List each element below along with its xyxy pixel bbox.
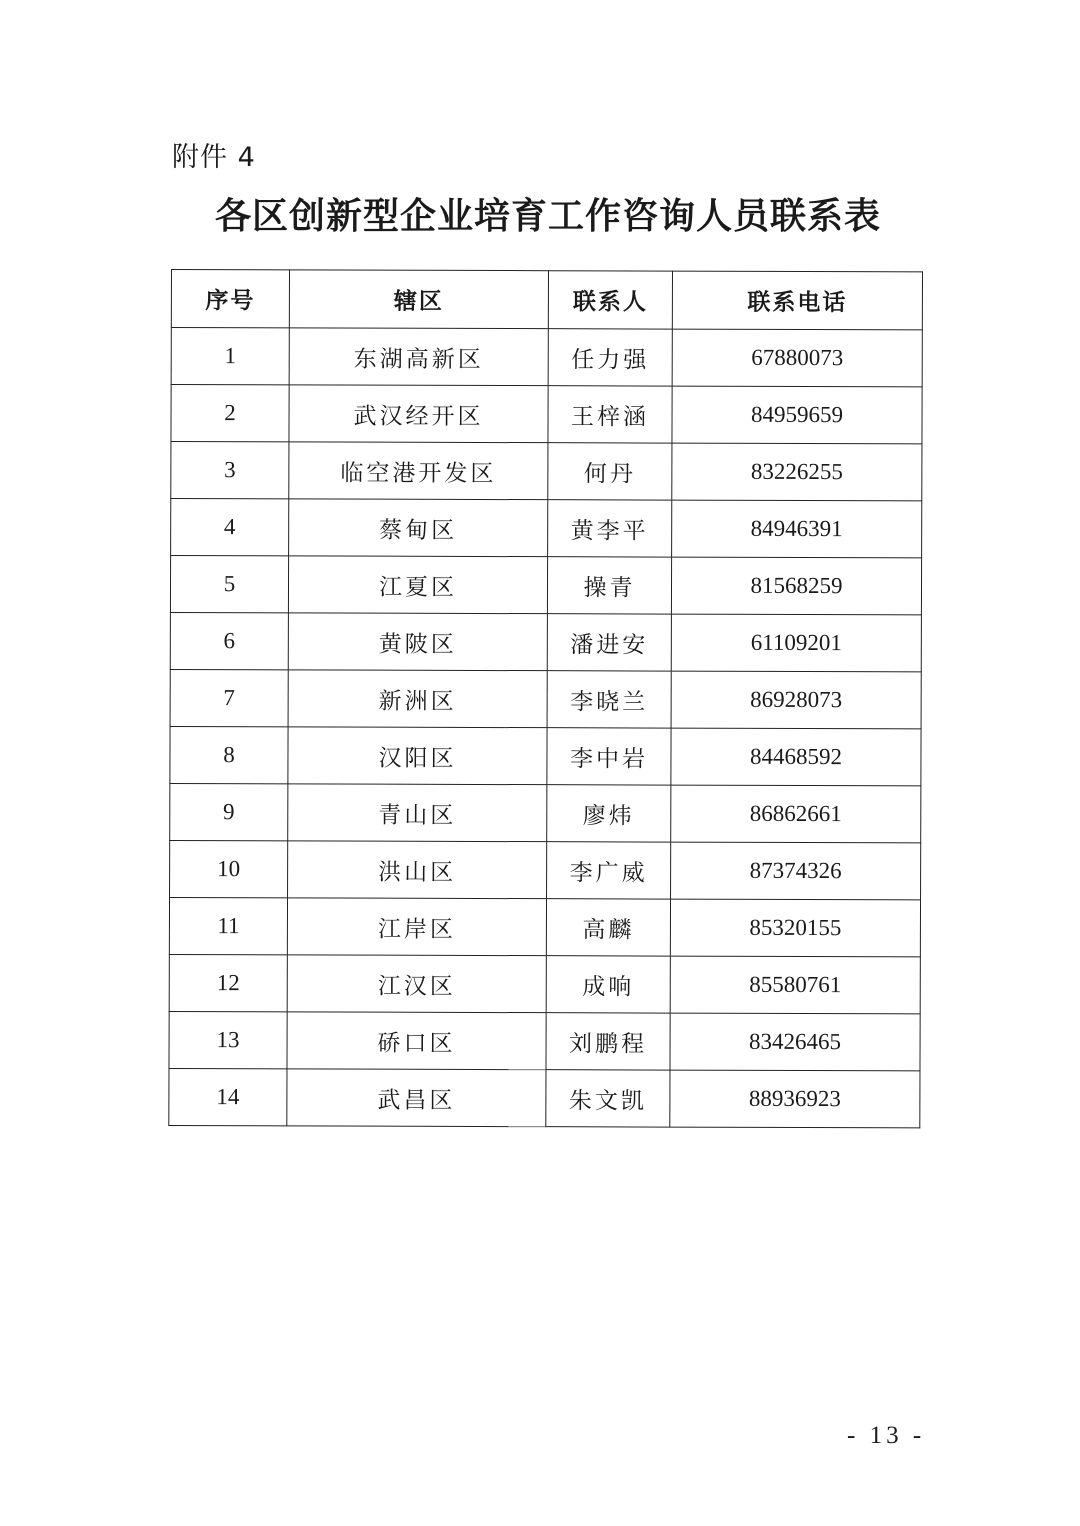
cell-phone: 87374326 [671,842,921,900]
cell-district: 黄陂区 [288,613,547,671]
cell-district: 青山区 [288,784,547,842]
cell-district: 汉阳区 [288,727,547,785]
cell-no: 5 [170,556,288,613]
cell-contact: 黄李平 [548,500,672,557]
cell-no: 8 [170,726,288,783]
cell-phone: 84959659 [672,386,922,444]
cell-no: 6 [170,612,288,669]
cell-contact: 朱文凯 [546,1070,670,1127]
cell-no: 1 [171,328,289,385]
cell-district: 江汉区 [287,955,546,1013]
cell-contact: 李中岩 [547,728,671,785]
header-phone: 联系电话 [672,271,922,330]
cell-contact: 何丹 [548,443,672,500]
cell-district: 江岸区 [287,898,546,956]
cell-district: 武汉经开区 [289,385,548,443]
cell-no: 4 [171,499,289,556]
cell-contact: 王梓涵 [548,386,672,443]
cell-phone: 81568259 [671,557,921,615]
cell-district: 蔡甸区 [289,499,548,557]
table-row [171,385,922,444]
cell-phone: 61109201 [671,614,921,672]
table-body [169,328,923,1128]
cell-contact: 潘进安 [547,614,671,671]
header-district: 辖区 [289,270,548,329]
table-row [170,726,921,785]
header-no: 序号 [171,270,289,328]
table-row [170,669,921,728]
cell-phone: 67880073 [672,329,922,387]
contact-table [168,269,923,1128]
cell-phone: 83226255 [672,443,922,501]
cell-no: 12 [169,954,287,1011]
cell-district: 江夏区 [288,556,547,614]
page-number: - 13 - [847,1422,926,1449]
cell-no: 7 [170,669,288,726]
cell-no: 14 [169,1068,287,1125]
cell-contact: 廖炜 [547,785,671,842]
cell-district: 硚口区 [287,1012,546,1070]
cell-contact: 李晓兰 [547,671,671,728]
cell-district: 武昌区 [287,1069,546,1127]
table-row [171,442,922,501]
cell-no: 2 [171,385,289,442]
cell-phone: 88936923 [670,1070,920,1128]
table-row [169,1068,920,1127]
cell-district: 洪山区 [288,841,547,899]
table-row [171,499,922,558]
table-row [170,612,921,671]
table-row [169,1011,920,1070]
header-contact: 联系人 [548,271,672,329]
cell-district: 临空港开发区 [289,442,548,500]
cell-no: 13 [169,1011,287,1068]
cell-phone: 83426465 [670,1013,920,1071]
attachment-label: 附件 4 [172,142,256,173]
table-row [169,954,920,1013]
cell-contact: 成响 [546,956,670,1013]
cell-phone: 85580761 [670,956,920,1014]
table-row [170,783,921,842]
cell-phone: 84468592 [671,728,921,786]
table-row [171,328,922,387]
cell-district: 新洲区 [288,670,547,728]
cell-phone: 85320155 [670,899,920,957]
document-title: 各区创新型企业培育工作咨询人员联系表 [214,195,881,237]
table-header-row [171,270,922,330]
cell-contact: 高麟 [546,899,670,956]
cell-no: 10 [170,840,288,897]
cell-phone: 86928073 [671,671,921,729]
cell-no: 11 [169,897,287,954]
cell-contact: 李广威 [547,842,671,899]
cell-phone: 84946391 [672,500,922,558]
table-row [169,897,920,956]
cell-district: 东湖高新区 [289,328,548,386]
table-row [170,840,921,899]
cell-no: 9 [170,783,288,840]
cell-contact: 任力强 [548,329,672,386]
cell-no: 3 [171,442,289,499]
cell-contact: 刘鹏程 [546,1013,670,1070]
cell-contact: 操青 [547,557,671,614]
table-row [170,556,921,615]
cell-phone: 86862661 [671,785,921,843]
